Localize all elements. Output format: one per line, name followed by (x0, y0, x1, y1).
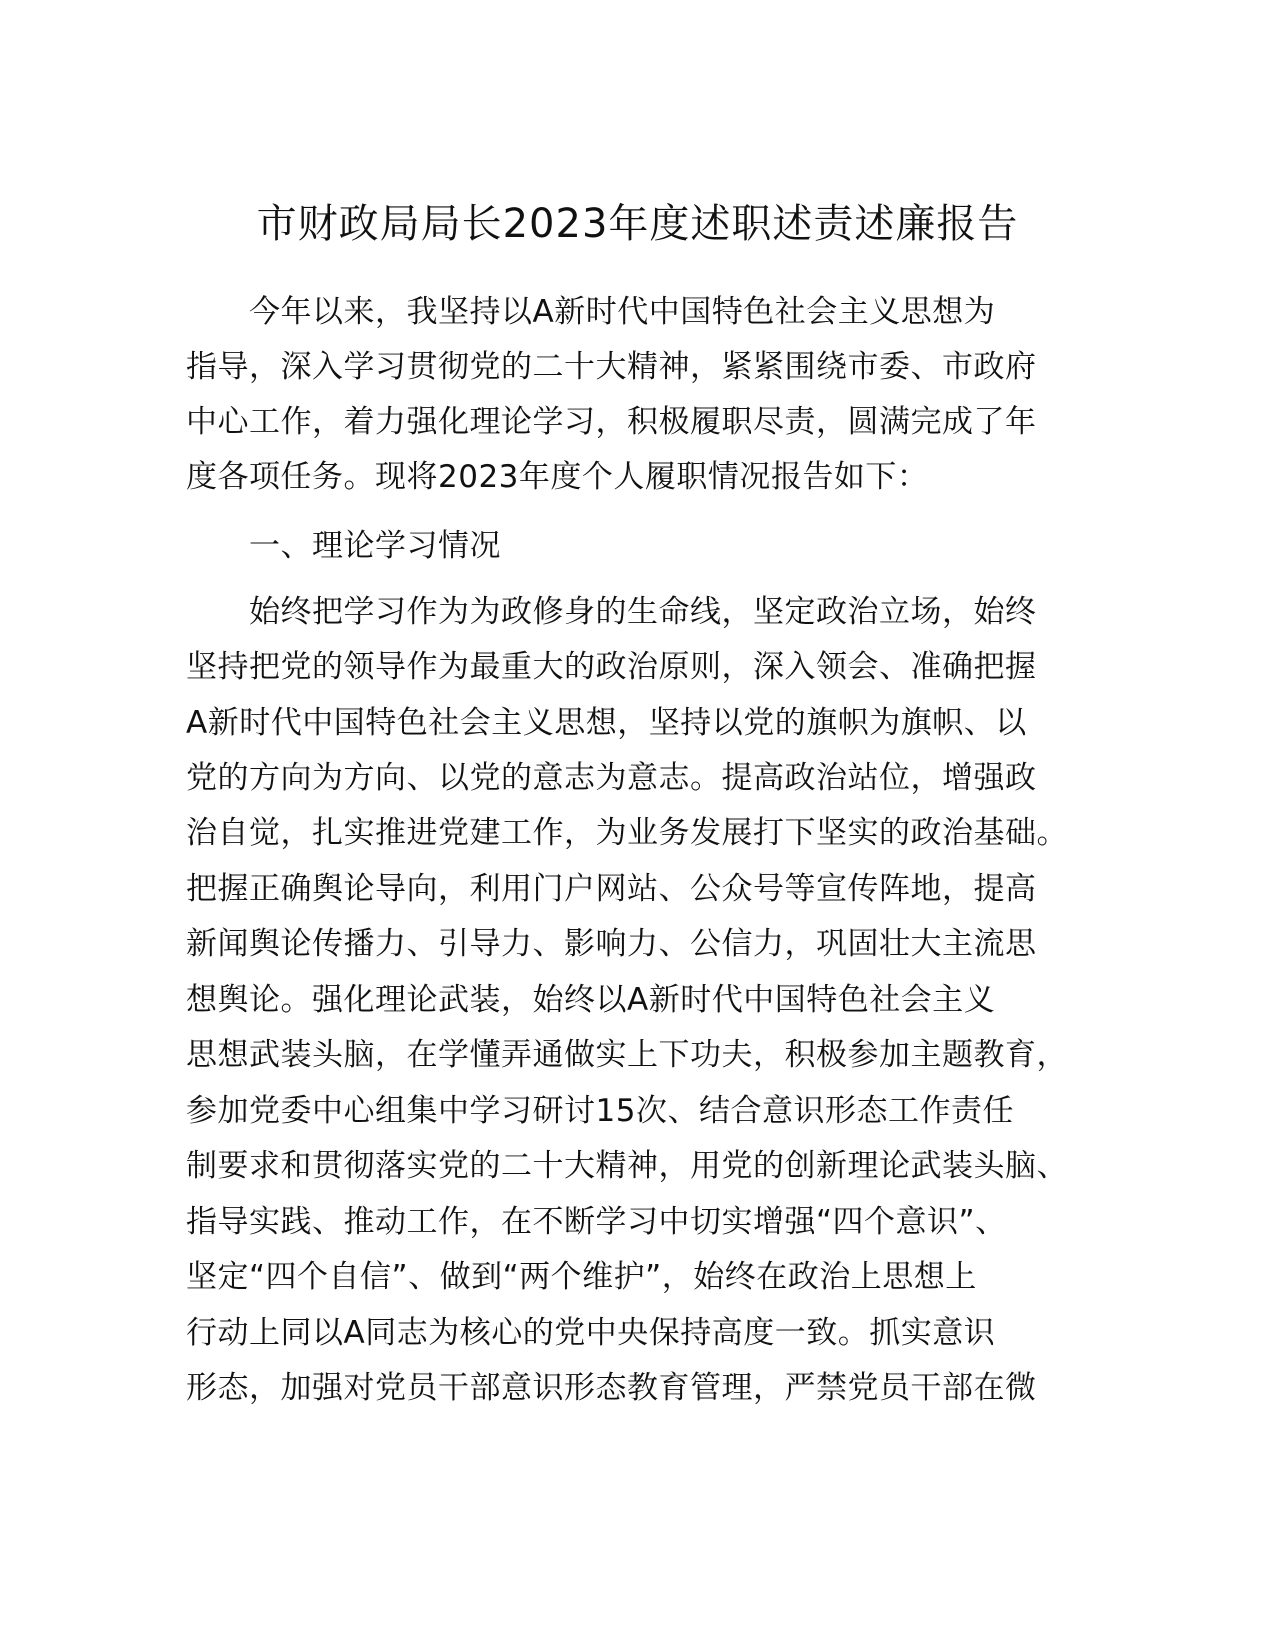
body-line-6: 坚持把党的领导作为最重大的政治原则，深入领会、准确把握 (186, 649, 1037, 685)
body-line-4: 度各项任务。现将2023年度个人履职情况报告如下： (186, 459, 929, 495)
body-line-18: 行动上同以A同志为核心的党中央保持高度一致。抓实意识 (186, 1315, 996, 1351)
body-line-7: A新时代中国特色社会主义思想，坚持以党的旗帜为旗帜、以 (186, 705, 1027, 741)
section-heading-1: 一、理论学习情况 (186, 528, 501, 564)
body-line-9: 治自觉，扎实推进党建工作，为业务发展打下坚实的政治基础。 (186, 815, 1068, 851)
body-line-1: 今年以来，我坚持以A新时代中国特色社会主义思想为 (186, 294, 996, 330)
body-line-8: 党的方向为方向、以党的意志为意志。提高政治站位，增强政 (186, 760, 1037, 796)
body-line-12: 想舆论。强化理论武装，始终以A新时代中国特色社会主义 (186, 982, 996, 1018)
body-line-11: 新闻舆论传播力、引导力、影响力、公信力，巩固壮大主流思 (186, 926, 1037, 962)
body-line-13: 思想武装头脑，在学懂弄通做实上下功夫，积极参加主题教育， (186, 1037, 1068, 1073)
document-title: 市财政局局长2023年度述职述责述廉报告 (256, 201, 1019, 247)
body-line-15: 制要求和贯彻落实党的二十大精神，用党的创新理论武装头脑、 (186, 1148, 1068, 1184)
body-line-5: 始终把学习作为为政修身的生命线，坚定政治立场，始终 (186, 594, 1037, 630)
body-line-19: 形态，加强对党员干部意识形态教育管理，严禁党员干部在微 (186, 1370, 1037, 1406)
body-line-10: 把握正确舆论导向，利用门户网站、公众号等宣传阵地，提高 (186, 871, 1037, 907)
body-line-14: 参加党委中心组集中学习研讨15次、结合意识形态工作责任 (186, 1093, 1014, 1129)
body-line-16: 指导实践、推动工作，在不断学习中切实增强“四个意识”、 (186, 1204, 1007, 1240)
body-line-17: 坚定“四个自信”、做到“两个维护”，始终在政治上思想上 (186, 1259, 977, 1295)
body-line-2: 指导，深入学习贯彻党的二十大精神，紧紧围绕市委、市政府 (186, 349, 1037, 385)
body-line-3: 中心工作，着力强化理论学习，积极履职尽责，圆满完成了年 (186, 404, 1037, 440)
